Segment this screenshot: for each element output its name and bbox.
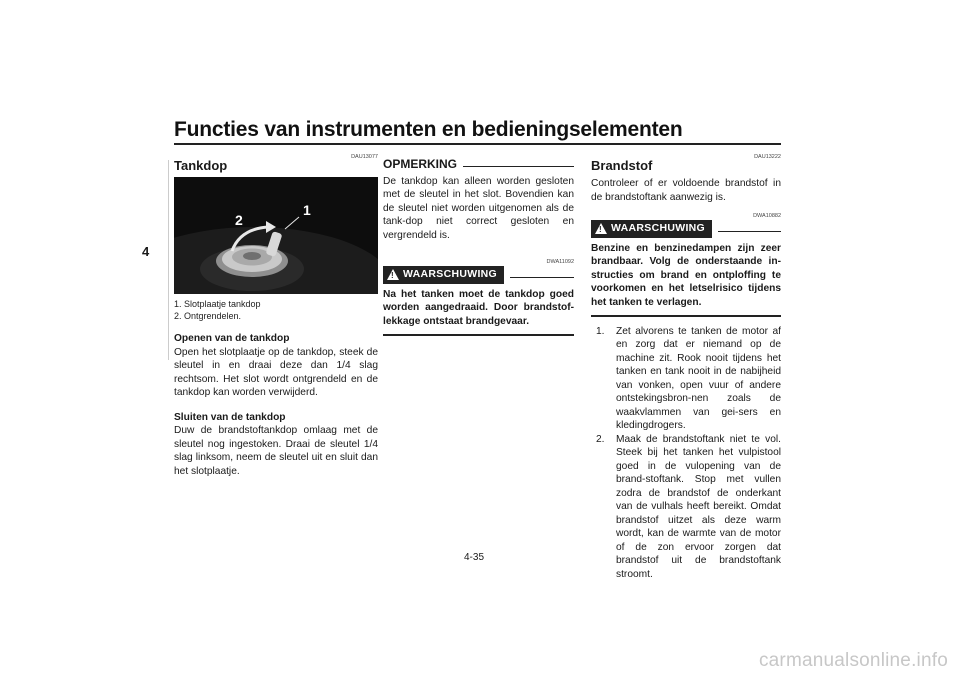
- section-title-tankdop: Tankdop: [174, 158, 228, 173]
- warning-end-rule: [383, 334, 574, 336]
- chapter-tab: 4: [142, 244, 150, 259]
- subhead-close: Sluiten van de tankdop: [174, 411, 286, 423]
- figure-label-1: 1: [303, 202, 311, 218]
- warning-code-brandstof: DWA10882: [753, 213, 781, 219]
- step-number: 1.: [596, 325, 605, 337]
- warning-end-rule-brandstof: [591, 315, 781, 317]
- warning-label-brandstof: WAARSCHUWING: [611, 222, 706, 234]
- warning-code: DWA11092: [546, 259, 574, 265]
- column-brandstof: [591, 150, 781, 581]
- figure-label-2: 2: [235, 212, 243, 228]
- warning-triangle-icon: !: [595, 223, 607, 234]
- warning-heading-brandstof: [591, 220, 781, 238]
- step-text: Maak de brandstoftank niet te vol. Steek bij het tanken het vulpistool goed in de vulopening van de brand-stoftank. Stop met vullen zodra de brandstof de onderkant van de vulhals heeft bereikt. Omdat brandstof uitzet als deze warm wordt, kan de warmte van de motor of de zon ervoor zorgen dat brandstof uit de brandstoftank stroomt.: [616, 433, 781, 580]
- paragraph-intro: Controleer of er voldoende brandstof in de brandstoftank aanwezig is.: [591, 178, 781, 203]
- page-title: Functies van instrumenten en bedieningselementen: [174, 118, 683, 141]
- paragraph-open: Open het slotplaatje op de tankdop, steek de sleutel in en draai deze dan 1/4 slag rechtsom. Het slot wordt ontgrendeld en de tankdop kan worden verwijderd.: [174, 346, 378, 398]
- caption-2: 2. Ontgrendelen.: [174, 311, 242, 321]
- warning-heading: [383, 266, 574, 284]
- warning-triangle-icon: !: [387, 269, 399, 280]
- warning-badge: [383, 266, 504, 284]
- warning-badge-brandstof: [591, 220, 712, 238]
- steps-list: [591, 325, 781, 582]
- list-item: [591, 325, 781, 433]
- section-code-brandstof: DAU13222: [754, 154, 781, 160]
- column-notice: [383, 150, 574, 336]
- subhead-open: Openen van de tankdop: [174, 333, 290, 344]
- caption-1: 1. Slotplaatje tankdop: [174, 299, 261, 309]
- warning-rule-brandstof: [718, 231, 781, 232]
- section-title-brandstof: Brandstof: [591, 158, 653, 173]
- chapter-side-line: [168, 160, 169, 360]
- column-tankdop: [174, 150, 378, 478]
- section-code: DAU13077: [351, 154, 378, 160]
- fuel-cap-illustration: [174, 177, 378, 294]
- list-item: [591, 433, 781, 582]
- notice-heading: [383, 158, 574, 172]
- watermark: carmanualsonline.info: [758, 650, 948, 671]
- step-text: Zet alvorens te tanken de motor af en zorg dat er niemand op de machine zit. Rook nooit tijdens het tanken en tank nooit in de nabijheid van vonken, open vuur of andere ontstekingsbron-nen zoals de waakvlammen van gei-sers en kledingdrogers.: [616, 325, 781, 431]
- fuel-cap-photo: [174, 177, 378, 294]
- paragraph-close: Duw de brandstoftankdop omlaag met de sleutel nog ingestoken. Draai de sleutel 1/4 slag linksom, neem de sleutel uit en sluit dan het slotplaatje.: [174, 425, 378, 477]
- header-rule: [174, 143, 781, 145]
- page-number: 4-35: [464, 552, 485, 563]
- step-number: 2.: [596, 433, 605, 445]
- notice-rule: [463, 166, 574, 167]
- warning-text: Na het tanken moet de tankdop goed worden aangedraaid. Door brandstof-lekkage ontstaat brandgevaar.: [383, 288, 574, 327]
- notice-title: OPMERKING: [383, 157, 458, 171]
- warning-rule: [510, 277, 574, 278]
- warning-label: WAARSCHUWING: [403, 268, 498, 280]
- warning-text-brandstof: Benzine en benzinedampen zijn zeer brandbaar. Volg de onderstaande in-structies om brand en ontploffing te voorkomen en het letselrisico tijdens het tanken te verlagen.: [591, 242, 781, 308]
- notice-text: De tankdop kan alleen worden gesloten met de sleutel in het slot. Bovendien kan de sleutel niet worden uitgenomen als de tank-dop niet correct gesloten en vergrendeld is.: [383, 175, 574, 241]
